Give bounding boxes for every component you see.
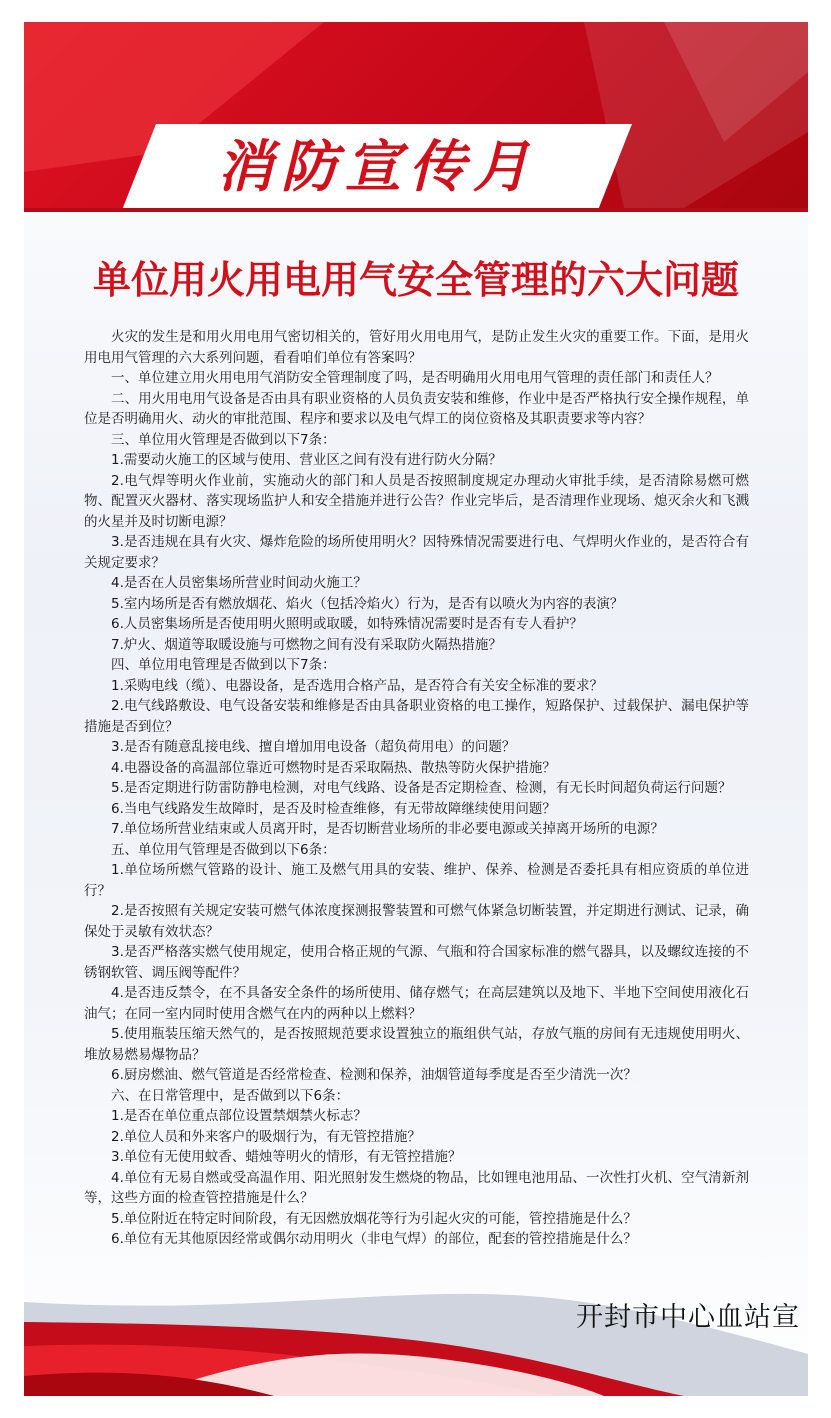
paragraph: 7.炉火、烟道等取暖设施与可燃物之间有没有采取防火隔热措施？ — [111, 636, 502, 653]
paragraph: 二、用火用电用气设备是否由具有职业资格的人员负责安装和维修，作业中是否严格执行安全操作规程，单位是否明确用火、动火的审批范围、程序和要求以及电气焊工的岗位资格及其职责要求等内容？ — [84, 390, 749, 427]
paragraph: 4.单位有无易自燃或受高温作用、阳光照射发生燃烧的物品，比如锂电池用品、一次性打火机、空气清新剂等，这些方面的检查管控措施是什么？ — [84, 1169, 749, 1206]
paragraph: 6.人员密集场所是否使用明火照明或取暖，如特殊情况需要时是否有专人看护？ — [111, 616, 583, 632]
paragraph: 3.是否有随意乱接电线、擅自增加用电设备（超负荷用电）的问题？ — [111, 739, 516, 755]
paragraph: 四、单位用电管理是否做到以下7条： — [111, 657, 336, 673]
paragraph: 6.当电气线路发生故障时，是否及时检查维修，有无带故障继续使用问题？ — [111, 800, 556, 817]
paragraph: 一、单位建立用火用电用气消防安全管理制度了吗，是否明确用火用电用气管理的责任部门和责任人？ — [111, 370, 719, 386]
paragraph: 4.是否违反禁令，在不具备安全条件的场所使用、储存燃气；在高层建筑以及地下、半地下空间使用液化石油气；在同一室内同时使用含燃气在内的两种以上燃料？ — [84, 985, 749, 1022]
main-title: 单位用火用电用气安全管理的六大问题 — [92, 258, 739, 302]
paragraph: 五、单位用气管理是否做到以下6条： — [111, 841, 336, 858]
paragraph: 4.电器设备的高温部位靠近可燃物时是否采取隔热、散热等防火保护措施？ — [111, 759, 556, 776]
paragraph: 2.电气线路敷设、电气设备安装和维修是否由具备职业资格的电工操作，短路保护、过载保护、漏电保护等措施是否到位？ — [84, 698, 749, 735]
paragraph: 1.是否在单位重点部位设置禁烟禁火标志？ — [111, 1108, 367, 1124]
paragraph: 5.单位附近在特定时间阶段，有无因燃放烟花等行为引起火灾的可能，管控措施是什么？ — [111, 1210, 637, 1227]
paragraph: 1.单位场所燃气管路的设计、施工及燃气用具的安装、维护、保养、检测是否委托具有相应资质的单位进行？ — [84, 862, 749, 899]
paragraph: 5.室内场所是否有燃放烟花、焰火（包括冷焰火）行为，是否有以喷火为内容的表演？ — [111, 595, 624, 612]
paragraph: 火灾的发生是和用火用电用气密切相关的，管好用火用电用气，是防止发生火灾的重要工作。下面，是用火用电用气管理的六大系列问题，看看咱们单位有答案吗？ — [84, 329, 749, 366]
paragraph: 6.厨房燃油、燃气管道是否经常检查、检测和保养，油烟管道每季度是否至少清洗一次？ — [111, 1067, 637, 1083]
paragraph: 六、在日常管理中，是否做到以下6条： — [111, 1087, 350, 1104]
banner-title: 消防宣传月 — [217, 135, 537, 200]
paragraph: 3.是否违规在具有火灾、爆炸危险的场所使用明火？因特殊情况需要进行电、气焊明火作业的，是否符合有关规定要求？ — [84, 534, 749, 571]
paragraph: 7.单位场所营业结束或人员离开时，是否切断营业场所的非必要电源或关掉离开场所的电源？ — [111, 821, 664, 837]
header-divider — [24, 208, 808, 212]
paragraph: 4.是否在人员密集场所营业时间动火施工？ — [111, 575, 367, 591]
paragraph: 6.单位有无其他原因经常或偶尔动用明火（非电气焊）的部位，配套的管控措施是什么？ — [111, 1231, 637, 1247]
paragraph: 3.是否严格落实燃气使用规定，使用合格正规的气源、气瓶和符合国家标准的燃气器具，以及螺纹连接的不锈钢软管、调压阀等配件？ — [84, 944, 749, 981]
paragraph: 1.需要动火施工的区域与使用、营业区之间有没有进行防火分隔？ — [111, 452, 502, 468]
paragraph: 5.使用瓶装压缩天然气的，是否按照规范要求设置独立的瓶组供气站，存放气瓶的房间有无违规使用明火、堆放易燃易爆物品？ — [84, 1026, 749, 1063]
paragraph: 2.是否按照有关规定安装可燃气体浓度探测报警装置和可燃气体紧急切断装置，并定期进行测试、记录，确保处于灵敏有效状态？ — [84, 903, 749, 940]
paragraph: 5.是否定期进行防雷防静电检测，对电气线路、设备是否定期检查、检测，有无长时间超负荷运行问题？ — [111, 780, 732, 796]
paragraph: 1.采购电线（缆）、电器设备，是否选用合格产品，是否符合有关安全标准的要求？ — [111, 677, 604, 694]
paragraph: 三、单位用火管理是否做到以下7条： — [111, 431, 336, 448]
paragraph: 2.电气焊等明火作业前，实施动火的部门和人员是否按照制度规定办理动火审批手续，是否清除易燃可燃物、配置灭火器材、落实现场监护人和安全措施并进行公告？作业完毕后，是否清理作业现场、熄灭余火和飞溅的火星并及时切断电源？ — [84, 472, 749, 530]
poster — [24, 22, 808, 1396]
paragraph: 2.单位人员和外来客户的吸烟行为，有无管控措施？ — [111, 1128, 421, 1145]
footer-credit: 开封市中心血站宣 — [576, 1302, 800, 1333]
paragraph: 3.单位有无使用蚊香、蜡烛等明火的情形，有无管控措施？ — [111, 1149, 462, 1165]
article-body — [84, 327, 749, 1250]
